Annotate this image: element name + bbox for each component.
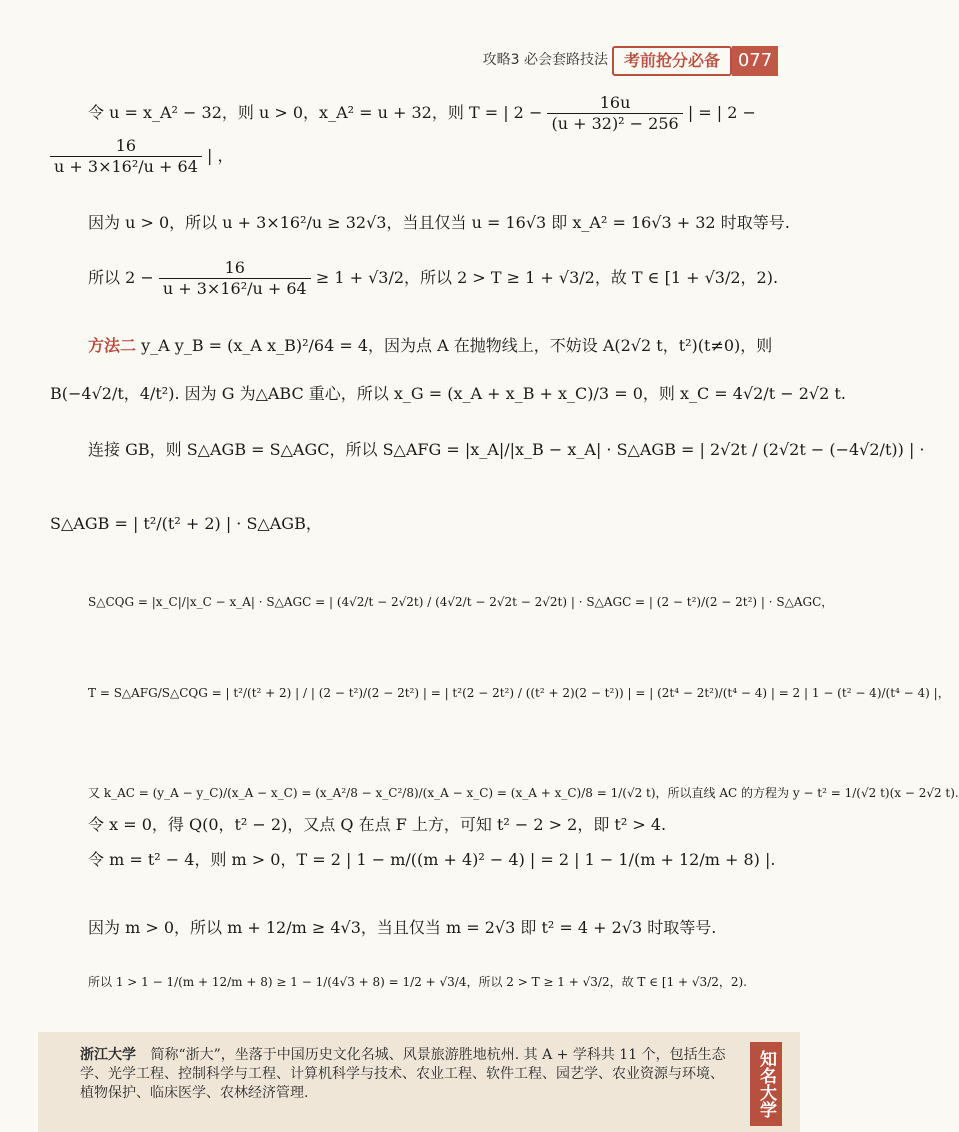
header-title: 攻略3 必会套路技法 [482, 52, 608, 68]
text-line: T = S△AFG/S△CQG = | t²/(t² + 2) | / | (2 − t²)/(2 − 2t²) | = | t²(2 − 2t²) / ((t² + 2)(2 − t²)) | = | (2t⁴ − 2t²)/(t⁴ − 4) | = 2 | 1 − (t² − 4)/(t⁴ − 4) |， [88, 686, 950, 700]
text-line: $\frac{16}{\text{u + 3×16²/u + 64}}$ | ， [50, 136, 233, 177]
text-line: 所以 1 > 1 − 1/(m + 12/m + 8) ≥ 1 − 1/(4√3 + 8) = 1/2 + √3/4，所以 2 > T ≥ 1 + √3/2，故 T ∈ [1 + √3/2，2). [88, 975, 747, 989]
fraction: $\frac{16u}{\text{(u + 32)² − 256}}$ [547, 93, 682, 134]
text-line: B(−4√2/t，4/t²). 因为 G 为△ABC 重心，所以 x_G = (x_A + x_B + x_C)/3 = 0，则 x_C = 4√2/t − 2√2 t. [50, 384, 846, 403]
footer-name: 浙江大学 [80, 1047, 136, 1063]
text-line: 因为 u > 0，所以 u + 3×16²/u ≥ 32√3，当且仅当 u = 16√3 即 x_A² = 16√3 + 32 时取等号. [88, 213, 790, 232]
text-line: 令 x = 0，得 Q(0，t² − 2)，又点 Q 在点 F 上方，可知 t² − 2 > 2，即 t² > 4. [88, 815, 667, 834]
footer-tab: 知名大学 [750, 1042, 782, 1126]
text-line: 因为 m > 0，所以 m + 12/m ≥ 4√3，当且仅当 m = 2√3 即 t² = 4 + 2√3 时取等号. [88, 918, 717, 937]
text-line: 令 u = x_A² − 32，则 u > 0，x_A² = u + 32，则 T = | 2 − $\frac{16u}{\text{(u + 32)² − 256}}$ | = | 2 − [88, 93, 756, 133]
footer-description: 简称“浙大”，坐落于中国历史文化名城、风景旅游胜地杭州. 其 A + 学科共 11 个，包括生态学、光学工程、控制科学与工程、计算机科学与技术、农业工程、软件工程、园艺学、农业资源与环境、植物保护、临床医学、农林经济管理. [80, 1047, 726, 1101]
page-number: 077 [732, 46, 778, 76]
text-line: 所以 2 − $\frac{16}{\text{u + 3×16²/u + 64}}$ ≥ 1 + √3/2，所以 2 > T ≥ 1 + √3/2，故 T ∈ [1 + √3/2，2). [88, 258, 779, 298]
text-line: 连接 GB，则 S△AGB = S△AGC，所以 S△AFG = |x_A|/|x_B − x_A| · S△AGB = | 2√2t / (2√2t − (−4√2/t)) | · [88, 440, 925, 459]
footer-box [38, 1032, 800, 1132]
text-line: S△AGB = | t²/(t² + 2) | · S△AGB， [50, 514, 322, 533]
method-label: 方法二 [88, 336, 137, 355]
text-line: 又 k_AC = (y_A − y_C)/(x_A − x_C) = (x_A²/8 − x_C²/8)/(x_A − x_C) = (x_A + x_C)/8 = 1/(√2 t)，所以直线 AC 的方程为 y − t² = 1/(√2 t)(x − 2√2 t). [88, 786, 959, 800]
fraction: $\frac{16}{\text{u + 3×16²/u + 64}}$ [50, 136, 202, 177]
footer-text [80, 1046, 730, 1103]
fraction: $\frac{16}{\text{u + 3×16²/u + 64}}$ [159, 258, 311, 299]
text-line: 令 m = t² − 4，则 m > 0，T = 2 | 1 − m/((m + 4)² − 4) | = 2 | 1 − 1/(m + 12/m + 8) |. [88, 850, 776, 869]
header-badge: 考前抢分必备 [612, 46, 732, 76]
page-header [0, 42, 800, 78]
text-line: 方法二 y_A y_B = (x_A x_B)²/64 = 4，因为点 A 在抛物线上，不妨设 A(2√2 t，t²)(t≠0)，则 [88, 336, 773, 355]
text-line: S△CQG = |x_C|/|x_C − x_A| · S△AGC = | (4√2/t − 2√2t) / (4√2/t − 2√2t − 2√2t) | · S△AGC = | (2 − t²)/(2 − 2t²) | · S△AGC， [88, 595, 834, 609]
